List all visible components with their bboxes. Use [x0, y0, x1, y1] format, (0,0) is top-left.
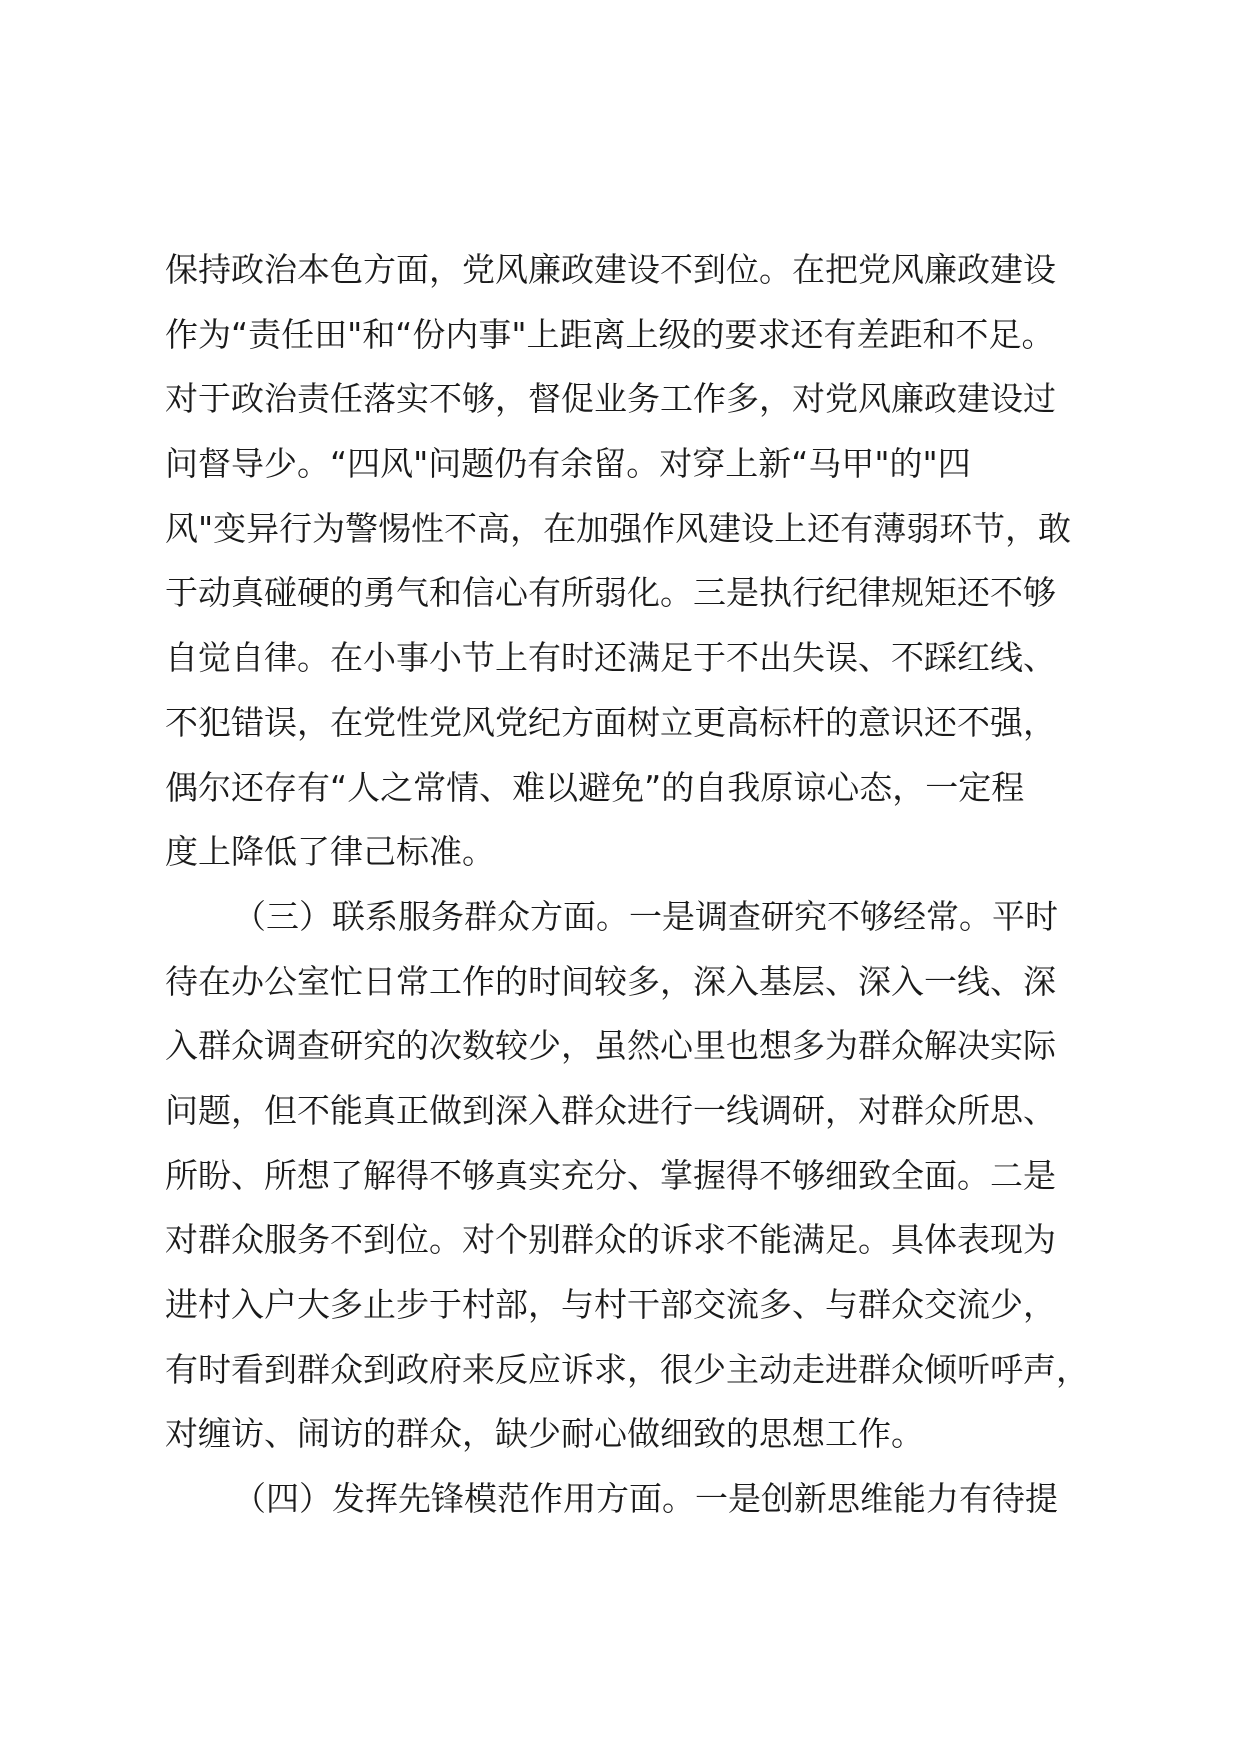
text-line: 对缠访、闹访的群众，缺少耐心做细致的思想工作。	[165, 1414, 924, 1454]
text-line: 进村入户大多止步于村部，与村干部交流多、与群众交流少，	[165, 1285, 1056, 1324]
text-line: 所盼、所想了解得不够真实充分、掌握得不够细致全面。二是	[165, 1155, 1056, 1195]
body-text	[165, 238, 1105, 1532]
text-line: 问督导少。“四风"问题仍有余留。对穿上新“马甲"的"四	[165, 444, 971, 484]
section-heading-line: （三）联系服务群众方面。一是调查研究不够经常。平时	[233, 896, 1058, 936]
text-line: 作为“责任田"和“份内事"上距离上级的要求还有差距和不足。	[165, 314, 1055, 354]
text-line: 保持政治本色方面，党风廉政建设不到位。在把党风廉政建设	[165, 250, 1056, 289]
section-heading-line: （四）发挥先锋模范作用方面。一是创新思维能力有待提	[233, 1479, 1058, 1519]
text-line: 待在办公室忙日常工作的时间较多，深入基层、深入一线、深	[165, 961, 1056, 1001]
text-line: 偶尔还存有“人之常情、难以避免”的自我原谅心态，一定程	[165, 767, 1025, 807]
text-line: 不犯错误，在党性党风党纪方面树立更高标杆的意识还不强，	[165, 702, 1056, 742]
text-line: 有时看到群众到政府来反应诉求，很少主动走进群众倾听呼声，	[165, 1349, 1089, 1389]
text-line: 风"变异行为警惕性不高，在加强作风建设上还有薄弱环节，敢	[165, 508, 1072, 548]
text-line: 对群众服务不到位。对个别群众的诉求不能满足。具体表现为	[165, 1220, 1056, 1260]
text-line: 度上降低了律己标准。	[165, 832, 495, 872]
text-line: 对于政治责任落实不够，督促业务工作多，对党风廉政建设过	[165, 379, 1056, 419]
text-line: 自觉自律。在小事小节上有时还满足于不出失误、不踩红线、	[165, 638, 1056, 678]
text-line: 问题，但不能真正做到深入群众进行一线调研，对群众所思、	[165, 1090, 1056, 1130]
text-line: 入群众调查研究的次数较少，虽然心里也想多为群众解决实际	[165, 1026, 1056, 1066]
text-line: 于动真碰硬的勇气和信心有所弱化。三是执行纪律规矩还不够	[165, 573, 1056, 613]
